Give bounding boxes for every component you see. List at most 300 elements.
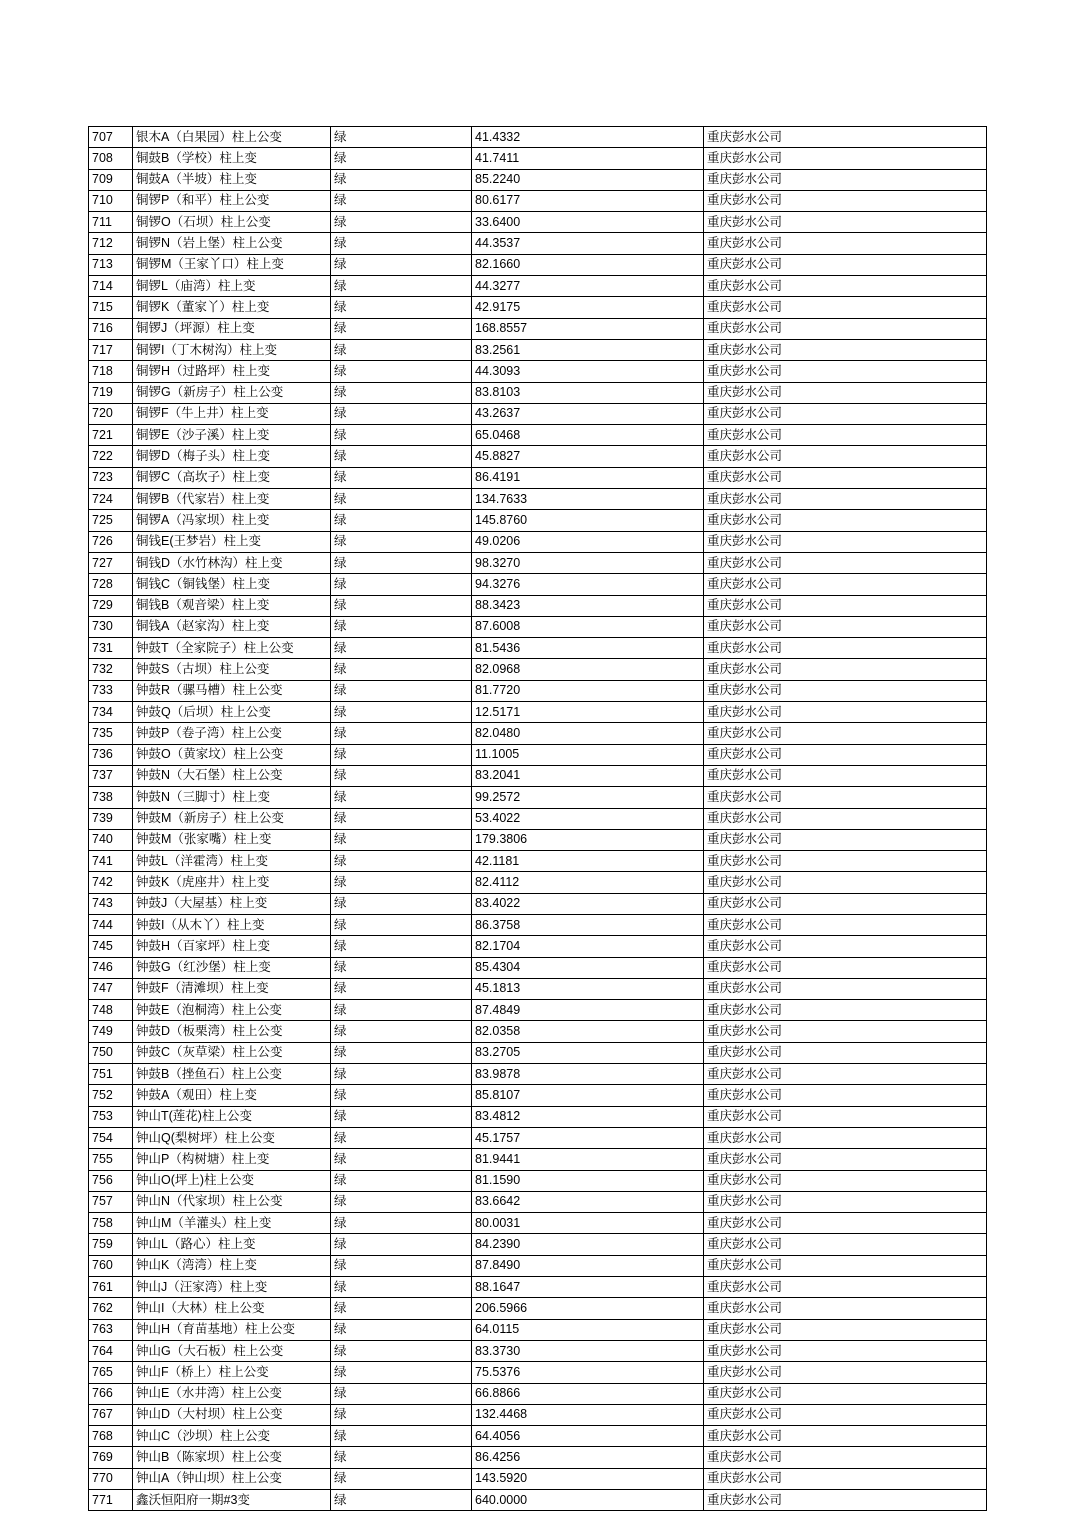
row-index: 754 bbox=[89, 1127, 133, 1148]
color-tag: 绿 bbox=[331, 1255, 472, 1276]
capacity-value: 82.0358 bbox=[472, 1021, 704, 1042]
transformer-data-table bbox=[88, 126, 987, 1511]
company-name: 重庆彭水公司 bbox=[704, 1298, 987, 1319]
station-name: 铜钱E(王梦岩）柱上变 bbox=[133, 531, 331, 552]
station-name: 钟鼓M（张家嘴）柱上变 bbox=[133, 829, 331, 850]
table-row bbox=[89, 403, 987, 424]
company-name: 重庆彭水公司 bbox=[704, 787, 987, 808]
row-index: 766 bbox=[89, 1383, 133, 1404]
capacity-value: 85.8107 bbox=[472, 1085, 704, 1106]
color-tag: 绿 bbox=[331, 638, 472, 659]
capacity-value: 94.3276 bbox=[472, 574, 704, 595]
company-name: 重庆彭水公司 bbox=[704, 851, 987, 872]
row-index: 707 bbox=[89, 127, 133, 148]
table-row bbox=[89, 893, 987, 914]
color-tag: 绿 bbox=[331, 1191, 472, 1212]
color-tag: 绿 bbox=[331, 893, 472, 914]
capacity-value: 83.2561 bbox=[472, 339, 704, 360]
capacity-value: 132.4468 bbox=[472, 1404, 704, 1425]
station-name: 钟山E（水井湾）柱上公变 bbox=[133, 1383, 331, 1404]
capacity-value: 83.2041 bbox=[472, 765, 704, 786]
color-tag: 绿 bbox=[331, 574, 472, 595]
table-row bbox=[89, 574, 987, 595]
company-name: 重庆彭水公司 bbox=[704, 616, 987, 637]
table-row bbox=[89, 1191, 987, 1212]
company-name: 重庆彭水公司 bbox=[704, 1127, 987, 1148]
capacity-value: 44.3093 bbox=[472, 361, 704, 382]
table-row bbox=[89, 1277, 987, 1298]
capacity-value: 82.0480 bbox=[472, 723, 704, 744]
table-row bbox=[89, 1362, 987, 1383]
capacity-value: 12.5171 bbox=[472, 702, 704, 723]
station-name: 钟山Q(梨树坪）柱上公变 bbox=[133, 1127, 331, 1148]
row-index: 744 bbox=[89, 914, 133, 935]
table-row bbox=[89, 169, 987, 190]
company-name: 重庆彭水公司 bbox=[704, 1213, 987, 1234]
color-tag: 绿 bbox=[331, 1127, 472, 1148]
table-row bbox=[89, 638, 987, 659]
company-name: 重庆彭水公司 bbox=[704, 574, 987, 595]
row-index: 716 bbox=[89, 318, 133, 339]
station-name: 钟鼓M（新房子）柱上公变 bbox=[133, 808, 331, 829]
color-tag: 绿 bbox=[331, 552, 472, 573]
row-index: 713 bbox=[89, 254, 133, 275]
station-name: 钟山H（育苗基地）柱上公变 bbox=[133, 1319, 331, 1340]
table-row bbox=[89, 744, 987, 765]
row-index: 742 bbox=[89, 872, 133, 893]
company-name: 重庆彭水公司 bbox=[704, 1042, 987, 1063]
capacity-value: 83.2705 bbox=[472, 1042, 704, 1063]
row-index: 763 bbox=[89, 1319, 133, 1340]
row-index: 708 bbox=[89, 148, 133, 169]
station-name: 铜锣F（牛上井）柱上变 bbox=[133, 403, 331, 424]
capacity-value: 85.2240 bbox=[472, 169, 704, 190]
company-name: 重庆彭水公司 bbox=[704, 1426, 987, 1447]
table-row bbox=[89, 1085, 987, 1106]
color-tag: 绿 bbox=[331, 489, 472, 510]
company-name: 重庆彭水公司 bbox=[704, 531, 987, 552]
row-index: 759 bbox=[89, 1234, 133, 1255]
station-name: 钟鼓A（观田）柱上变 bbox=[133, 1085, 331, 1106]
table-row bbox=[89, 361, 987, 382]
company-name: 重庆彭水公司 bbox=[704, 1021, 987, 1042]
company-name: 重庆彭水公司 bbox=[704, 318, 987, 339]
color-tag: 绿 bbox=[331, 914, 472, 935]
company-name: 重庆彭水公司 bbox=[704, 1383, 987, 1404]
table-row bbox=[89, 510, 987, 531]
table-row bbox=[89, 425, 987, 446]
station-name: 钟山J（汪家湾）柱上变 bbox=[133, 1277, 331, 1298]
station-name: 钟山A（钟山坝）柱上公变 bbox=[133, 1468, 331, 1489]
company-name: 重庆彭水公司 bbox=[704, 127, 987, 148]
table-row bbox=[89, 659, 987, 680]
row-index: 730 bbox=[89, 616, 133, 637]
row-index: 733 bbox=[89, 680, 133, 701]
row-index: 765 bbox=[89, 1362, 133, 1383]
table-row bbox=[89, 1064, 987, 1085]
color-tag: 绿 bbox=[331, 680, 472, 701]
capacity-value: 82.1704 bbox=[472, 936, 704, 957]
company-name: 重庆彭水公司 bbox=[704, 148, 987, 169]
capacity-value: 81.1590 bbox=[472, 1170, 704, 1191]
capacity-value: 83.8103 bbox=[472, 382, 704, 403]
station-name: 铜锣L（庙湾）柱上变 bbox=[133, 276, 331, 297]
company-name: 重庆彭水公司 bbox=[704, 957, 987, 978]
station-name: 钟鼓D（板栗湾）柱上公变 bbox=[133, 1021, 331, 1042]
station-name: 铜钱D（水竹林沟）柱上变 bbox=[133, 552, 331, 573]
table-row bbox=[89, 1255, 987, 1276]
company-name: 重庆彭水公司 bbox=[704, 1234, 987, 1255]
station-name: 钟鼓T（全家院子）柱上公变 bbox=[133, 638, 331, 659]
color-tag: 绿 bbox=[331, 425, 472, 446]
table-row bbox=[89, 1340, 987, 1361]
company-name: 重庆彭水公司 bbox=[704, 1106, 987, 1127]
capacity-value: 41.7411 bbox=[472, 148, 704, 169]
color-tag: 绿 bbox=[331, 1170, 472, 1191]
company-name: 重庆彭水公司 bbox=[704, 339, 987, 360]
color-tag: 绿 bbox=[331, 851, 472, 872]
station-name: 钟山P（构树塘）柱上变 bbox=[133, 1149, 331, 1170]
station-name: 铜锣H（过路坪）柱上变 bbox=[133, 361, 331, 382]
row-index: 736 bbox=[89, 744, 133, 765]
station-name: 铜锣O（石坝）柱上公变 bbox=[133, 212, 331, 233]
company-name: 重庆彭水公司 bbox=[704, 1170, 987, 1191]
company-name: 重庆彭水公司 bbox=[704, 1447, 987, 1468]
company-name: 重庆彭水公司 bbox=[704, 552, 987, 573]
station-name: 钟山C（沙坝）柱上公变 bbox=[133, 1426, 331, 1447]
table-row bbox=[89, 978, 987, 999]
capacity-value: 98.3270 bbox=[472, 552, 704, 573]
station-name: 钟鼓B（挫鱼石）柱上公变 bbox=[133, 1064, 331, 1085]
table-row bbox=[89, 808, 987, 829]
row-index: 768 bbox=[89, 1426, 133, 1447]
company-name: 重庆彭水公司 bbox=[704, 829, 987, 850]
table-row bbox=[89, 489, 987, 510]
color-tag: 绿 bbox=[331, 446, 472, 467]
row-index: 727 bbox=[89, 552, 133, 573]
row-index: 767 bbox=[89, 1404, 133, 1425]
row-index: 729 bbox=[89, 595, 133, 616]
row-index: 753 bbox=[89, 1106, 133, 1127]
capacity-value: 168.8557 bbox=[472, 318, 704, 339]
company-name: 重庆彭水公司 bbox=[704, 1085, 987, 1106]
row-index: 745 bbox=[89, 936, 133, 957]
company-name: 重庆彭水公司 bbox=[704, 723, 987, 744]
station-name: 钟鼓K（虎座井）柱上变 bbox=[133, 872, 331, 893]
color-tag: 绿 bbox=[331, 318, 472, 339]
table-row bbox=[89, 1106, 987, 1127]
row-index: 724 bbox=[89, 489, 133, 510]
table-row bbox=[89, 318, 987, 339]
station-name: 钟山M（羊灌头）柱上变 bbox=[133, 1213, 331, 1234]
capacity-value: 49.0206 bbox=[472, 531, 704, 552]
capacity-value: 64.0115 bbox=[472, 1319, 704, 1340]
color-tag: 绿 bbox=[331, 1085, 472, 1106]
table-row bbox=[89, 723, 987, 744]
color-tag: 绿 bbox=[331, 531, 472, 552]
capacity-value: 65.0468 bbox=[472, 425, 704, 446]
capacity-value: 44.3537 bbox=[472, 233, 704, 254]
capacity-value: 80.0031 bbox=[472, 1213, 704, 1234]
station-name: 铜锣E（沙子溪）柱上变 bbox=[133, 425, 331, 446]
color-tag: 绿 bbox=[331, 1362, 472, 1383]
row-index: 743 bbox=[89, 893, 133, 914]
station-name: 鑫沃恒阳府一期#3变 bbox=[133, 1490, 331, 1511]
company-name: 重庆彭水公司 bbox=[704, 1277, 987, 1298]
color-tag: 绿 bbox=[331, 169, 472, 190]
table-row bbox=[89, 127, 987, 148]
row-index: 751 bbox=[89, 1064, 133, 1085]
station-name: 钟鼓Q（后坝）柱上公变 bbox=[133, 702, 331, 723]
row-index: 760 bbox=[89, 1255, 133, 1276]
station-name: 铜鼓A（半坡）柱上变 bbox=[133, 169, 331, 190]
table-row bbox=[89, 1298, 987, 1319]
station-name: 钟山N（代家坝）柱上公变 bbox=[133, 1191, 331, 1212]
capacity-value: 33.6400 bbox=[472, 212, 704, 233]
row-index: 756 bbox=[89, 1170, 133, 1191]
capacity-value: 45.1813 bbox=[472, 978, 704, 999]
table-row bbox=[89, 765, 987, 786]
color-tag: 绿 bbox=[331, 1000, 472, 1021]
color-tag: 绿 bbox=[331, 148, 472, 169]
row-index: 770 bbox=[89, 1468, 133, 1489]
station-name: 钟鼓J（大屋基）柱上变 bbox=[133, 893, 331, 914]
company-name: 重庆彭水公司 bbox=[704, 233, 987, 254]
row-index: 721 bbox=[89, 425, 133, 446]
color-tag: 绿 bbox=[331, 1404, 472, 1425]
table-row bbox=[89, 851, 987, 872]
capacity-value: 87.6008 bbox=[472, 616, 704, 637]
color-tag: 绿 bbox=[331, 254, 472, 275]
station-name: 钟鼓N（三脚寸）柱上变 bbox=[133, 787, 331, 808]
station-name: 铜锣G（新房子）柱上公变 bbox=[133, 382, 331, 403]
station-name: 钟鼓P（卷子湾）柱上公变 bbox=[133, 723, 331, 744]
company-name: 重庆彭水公司 bbox=[704, 1064, 987, 1085]
station-name: 钟鼓I（从木丫）柱上变 bbox=[133, 914, 331, 935]
row-index: 720 bbox=[89, 403, 133, 424]
capacity-value: 87.4849 bbox=[472, 1000, 704, 1021]
capacity-value: 44.3277 bbox=[472, 276, 704, 297]
table-row bbox=[89, 1447, 987, 1468]
table-row bbox=[89, 467, 987, 488]
station-name: 铜鼓B（学校）柱上变 bbox=[133, 148, 331, 169]
capacity-value: 45.8827 bbox=[472, 446, 704, 467]
station-name: 钟鼓E（泡桐湾）柱上公变 bbox=[133, 1000, 331, 1021]
table-row bbox=[89, 233, 987, 254]
capacity-value: 99.2572 bbox=[472, 787, 704, 808]
color-tag: 绿 bbox=[331, 702, 472, 723]
row-index: 737 bbox=[89, 765, 133, 786]
table-row bbox=[89, 446, 987, 467]
company-name: 重庆彭水公司 bbox=[704, 744, 987, 765]
table-row bbox=[89, 1213, 987, 1234]
station-name: 铜锣K（董家丫）柱上变 bbox=[133, 297, 331, 318]
company-name: 重庆彭水公司 bbox=[704, 1255, 987, 1276]
row-index: 723 bbox=[89, 467, 133, 488]
company-name: 重庆彭水公司 bbox=[704, 212, 987, 233]
table-row bbox=[89, 254, 987, 275]
company-name: 重庆彭水公司 bbox=[704, 595, 987, 616]
color-tag: 绿 bbox=[331, 1149, 472, 1170]
table-row bbox=[89, 1426, 987, 1447]
row-index: 752 bbox=[89, 1085, 133, 1106]
station-name: 钟鼓L（洋霍湾）柱上变 bbox=[133, 851, 331, 872]
row-index: 734 bbox=[89, 702, 133, 723]
capacity-value: 83.4022 bbox=[472, 893, 704, 914]
color-tag: 绿 bbox=[331, 978, 472, 999]
color-tag: 绿 bbox=[331, 1340, 472, 1361]
row-index: 746 bbox=[89, 957, 133, 978]
table-row bbox=[89, 829, 987, 850]
company-name: 重庆彭水公司 bbox=[704, 1490, 987, 1511]
color-tag: 绿 bbox=[331, 1234, 472, 1255]
table-row bbox=[89, 382, 987, 403]
table-row bbox=[89, 190, 987, 211]
table-row bbox=[89, 616, 987, 637]
capacity-value: 41.4332 bbox=[472, 127, 704, 148]
capacity-value: 83.6642 bbox=[472, 1191, 704, 1212]
color-tag: 绿 bbox=[331, 1213, 472, 1234]
color-tag: 绿 bbox=[331, 1021, 472, 1042]
station-name: 铜锣N（岩上堡）柱上公变 bbox=[133, 233, 331, 254]
color-tag: 绿 bbox=[331, 382, 472, 403]
table-row bbox=[89, 1404, 987, 1425]
table-row bbox=[89, 1000, 987, 1021]
capacity-value: 83.3730 bbox=[472, 1340, 704, 1361]
row-index: 741 bbox=[89, 851, 133, 872]
company-name: 重庆彭水公司 bbox=[704, 872, 987, 893]
table-row bbox=[89, 1490, 987, 1511]
company-name: 重庆彭水公司 bbox=[704, 978, 987, 999]
station-name: 铜锣B（代家岩）柱上变 bbox=[133, 489, 331, 510]
station-name: 铜锣D（梅子头）柱上变 bbox=[133, 446, 331, 467]
capacity-value: 45.1757 bbox=[472, 1127, 704, 1148]
row-index: 711 bbox=[89, 212, 133, 233]
row-index: 764 bbox=[89, 1340, 133, 1361]
company-name: 重庆彭水公司 bbox=[704, 169, 987, 190]
row-index: 718 bbox=[89, 361, 133, 382]
capacity-value: 86.3758 bbox=[472, 914, 704, 935]
company-name: 重庆彭水公司 bbox=[704, 765, 987, 786]
station-name: 铜锣M（王家丫口）柱上变 bbox=[133, 254, 331, 275]
company-name: 重庆彭水公司 bbox=[704, 510, 987, 531]
table-row bbox=[89, 552, 987, 573]
capacity-value: 87.8490 bbox=[472, 1255, 704, 1276]
capacity-value: 86.4256 bbox=[472, 1447, 704, 1468]
station-name: 钟鼓S（古坝）柱上公变 bbox=[133, 659, 331, 680]
capacity-value: 83.9878 bbox=[472, 1064, 704, 1085]
color-tag: 绿 bbox=[331, 1064, 472, 1085]
row-index: 755 bbox=[89, 1149, 133, 1170]
color-tag: 绿 bbox=[331, 829, 472, 850]
table-row bbox=[89, 1383, 987, 1404]
company-name: 重庆彭水公司 bbox=[704, 276, 987, 297]
color-tag: 绿 bbox=[331, 595, 472, 616]
station-name: 铜钱B（观音梁）柱上变 bbox=[133, 595, 331, 616]
station-name: 钟鼓R（骡马槽）柱上公变 bbox=[133, 680, 331, 701]
row-index: 732 bbox=[89, 659, 133, 680]
company-name: 重庆彭水公司 bbox=[704, 1340, 987, 1361]
station-name: 铜钱C（铜钱堡）柱上变 bbox=[133, 574, 331, 595]
table-body bbox=[89, 127, 987, 1511]
capacity-value: 80.6177 bbox=[472, 190, 704, 211]
row-index: 726 bbox=[89, 531, 133, 552]
company-name: 重庆彭水公司 bbox=[704, 1000, 987, 1021]
row-index: 714 bbox=[89, 276, 133, 297]
table-row bbox=[89, 212, 987, 233]
color-tag: 绿 bbox=[331, 1106, 472, 1127]
station-name: 钟鼓G（红沙堡）柱上变 bbox=[133, 957, 331, 978]
color-tag: 绿 bbox=[331, 1383, 472, 1404]
capacity-value: 11.1005 bbox=[472, 744, 704, 765]
table-row bbox=[89, 297, 987, 318]
table-row bbox=[89, 680, 987, 701]
station-name: 铜钱A（赵家沟）柱上变 bbox=[133, 616, 331, 637]
table-row bbox=[89, 339, 987, 360]
company-name: 重庆彭水公司 bbox=[704, 914, 987, 935]
color-tag: 绿 bbox=[331, 510, 472, 531]
table-row bbox=[89, 1149, 987, 1170]
row-index: 762 bbox=[89, 1298, 133, 1319]
company-name: 重庆彭水公司 bbox=[704, 403, 987, 424]
row-index: 709 bbox=[89, 169, 133, 190]
table-row bbox=[89, 531, 987, 552]
color-tag: 绿 bbox=[331, 276, 472, 297]
station-name: 钟山K（湾湾）柱上变 bbox=[133, 1255, 331, 1276]
company-name: 重庆彭水公司 bbox=[704, 446, 987, 467]
station-name: 铜锣P（和平）柱上公变 bbox=[133, 190, 331, 211]
capacity-value: 66.8866 bbox=[472, 1383, 704, 1404]
capacity-value: 206.5966 bbox=[472, 1298, 704, 1319]
capacity-value: 145.8760 bbox=[472, 510, 704, 531]
company-name: 重庆彭水公司 bbox=[704, 489, 987, 510]
company-name: 重庆彭水公司 bbox=[704, 893, 987, 914]
color-tag: 绿 bbox=[331, 233, 472, 254]
row-index: 731 bbox=[89, 638, 133, 659]
capacity-value: 179.3806 bbox=[472, 829, 704, 850]
row-index: 739 bbox=[89, 808, 133, 829]
color-tag: 绿 bbox=[331, 957, 472, 978]
capacity-value: 85.4304 bbox=[472, 957, 704, 978]
capacity-value: 640.0000 bbox=[472, 1490, 704, 1511]
company-name: 重庆彭水公司 bbox=[704, 467, 987, 488]
row-index: 719 bbox=[89, 382, 133, 403]
row-index: 725 bbox=[89, 510, 133, 531]
capacity-value: 42.9175 bbox=[472, 297, 704, 318]
color-tag: 绿 bbox=[331, 1298, 472, 1319]
station-name: 钟山G（大石板）柱上公变 bbox=[133, 1340, 331, 1361]
row-index: 735 bbox=[89, 723, 133, 744]
station-name: 铜锣A（冯家坝）柱上变 bbox=[133, 510, 331, 531]
row-index: 738 bbox=[89, 787, 133, 808]
company-name: 重庆彭水公司 bbox=[704, 1149, 987, 1170]
capacity-value: 88.3423 bbox=[472, 595, 704, 616]
table-row bbox=[89, 1021, 987, 1042]
color-tag: 绿 bbox=[331, 339, 472, 360]
row-index: 715 bbox=[89, 297, 133, 318]
company-name: 重庆彭水公司 bbox=[704, 659, 987, 680]
row-index: 747 bbox=[89, 978, 133, 999]
company-name: 重庆彭水公司 bbox=[704, 638, 987, 659]
row-index: 728 bbox=[89, 574, 133, 595]
color-tag: 绿 bbox=[331, 872, 472, 893]
capacity-value: 81.7720 bbox=[472, 680, 704, 701]
table-row bbox=[89, 1234, 987, 1255]
color-tag: 绿 bbox=[331, 1426, 472, 1447]
color-tag: 绿 bbox=[331, 1490, 472, 1511]
company-name: 重庆彭水公司 bbox=[704, 425, 987, 446]
row-index: 757 bbox=[89, 1191, 133, 1212]
